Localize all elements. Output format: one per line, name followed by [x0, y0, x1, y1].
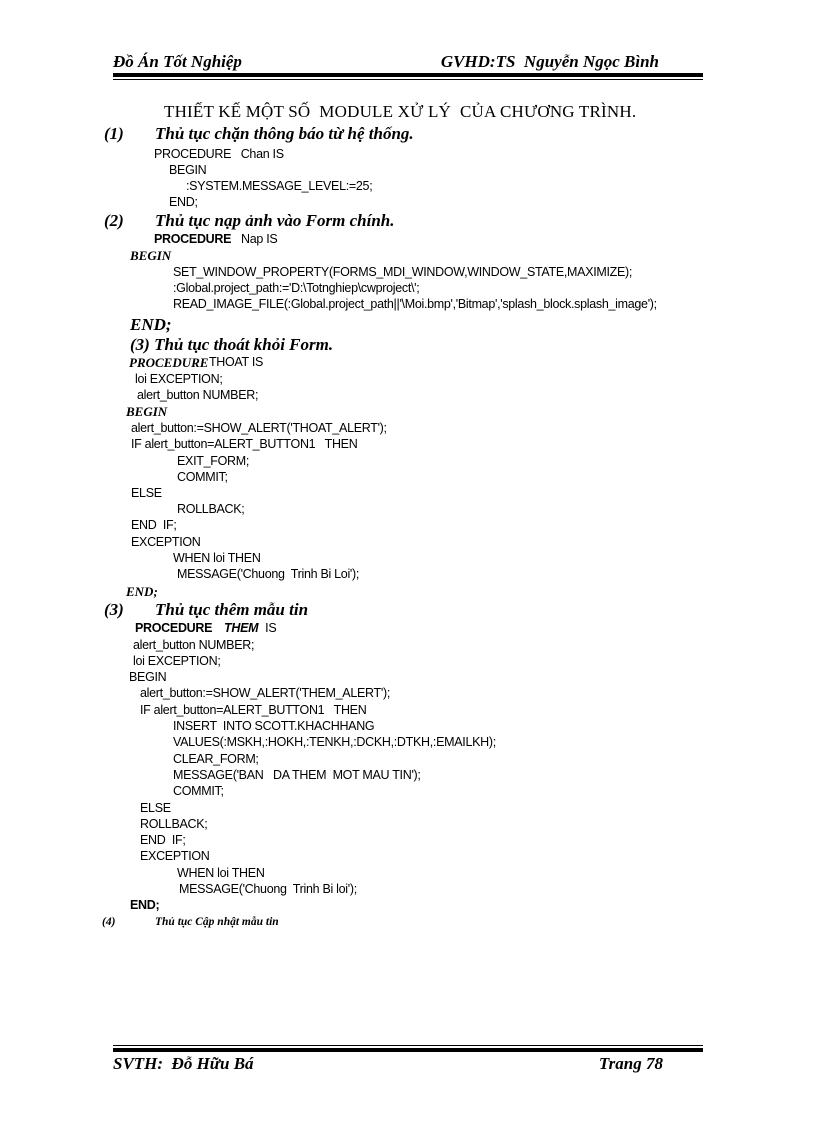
code-line: INSERT INTO SCOTT.KHACHHANG	[173, 719, 375, 733]
code-line: END IF;	[131, 518, 177, 532]
code-line: COMMIT;	[173, 784, 224, 798]
code-keyword: END;	[126, 584, 158, 599]
code-line: ROLLBACK;	[140, 817, 208, 831]
code-line: ROLLBACK;	[177, 502, 245, 516]
code-line: THOAT IS	[206, 355, 264, 369]
page-number: Trang 78	[598, 1054, 663, 1073]
code-line: MESSAGE('Chuong Trinh Bi loi');	[179, 882, 357, 896]
footer-rule-thin	[113, 1045, 703, 1046]
code-line: alert_button:=SHOW_ALERT('THEM_ALERT');	[140, 686, 390, 700]
code-line: BEGIN	[129, 670, 167, 684]
header-left: Đồ Án Tốt Nghiệp	[113, 52, 242, 71]
code-line: VALUES(:MSKH,:HOKH,:TENKH,:DCKH,:DTKH,:EMAILKH);	[173, 735, 496, 749]
code-line: MESSAGE('BAN DA THEM MOT MAU TIN');	[173, 768, 421, 782]
code-line: COMMIT;	[177, 470, 228, 484]
code-keyword: BEGIN	[126, 404, 168, 419]
header-rule-thick	[113, 73, 703, 77]
section-3-title: (3) Thủ tục thoát khỏi Form.	[130, 335, 334, 354]
code-line: :Global.project_path:='D:\Totnghiep\cwproject\';	[173, 281, 420, 295]
code-line: :SYSTEM.MESSAGE_LEVEL:=25;	[186, 179, 373, 193]
code-keyword: PROCEDURE	[135, 621, 213, 635]
code-keyword: BEGIN	[130, 248, 172, 263]
code-line: Nap IS	[241, 232, 278, 246]
code-line: EXCEPTION	[131, 535, 201, 549]
section-5-number: (4)	[102, 916, 116, 928]
code-line: WHEN loi THEN	[177, 866, 265, 880]
code-line: END;	[169, 195, 198, 209]
footer-left: SVTH: Đỗ Hữu Bá	[113, 1054, 254, 1073]
code-line: CLEAR_FORM;	[173, 752, 259, 766]
section-1-title: Thủ tục chặn thông báo từ hệ thống.	[155, 124, 414, 143]
page-title: THIẾT KẾ MỘT SỐ MODULE XỬ LÝ CỦA CHƯƠNG TRÌNH.	[164, 102, 637, 121]
code-line: EXCEPTION	[140, 849, 210, 863]
code-line: ELSE	[131, 486, 162, 500]
code-line: READ_IMAGE_FILE(:Global.project_path||'\Moi.bmp','Bitmap','splash_block.splash_image');	[173, 297, 657, 311]
section-1-number: (1)	[104, 124, 124, 143]
code-line: IS	[262, 621, 277, 635]
section-5-title: Thủ tục Cập nhật mẫu tin	[155, 916, 279, 928]
code-line: MESSAGE('Chuong Trinh Bi Loi');	[177, 567, 360, 581]
code-line: alert_button NUMBER;	[133, 638, 255, 652]
code-line: END IF;	[140, 833, 186, 847]
code-line: loi EXCEPTION;	[133, 654, 221, 668]
section-4-number: (3)	[104, 600, 124, 619]
code-line: loi EXCEPTION;	[135, 372, 223, 386]
section-2-number: (2)	[104, 211, 124, 230]
code-keyword: PROCEDURE	[154, 232, 232, 246]
code-line: EXIT_FORM;	[177, 454, 250, 468]
code-keyword: PROCEDURE	[129, 355, 209, 370]
footer-rule-thick	[113, 1048, 703, 1052]
code-line: PROCEDURE Chan IS	[154, 147, 284, 161]
code-keyword: END;	[130, 315, 172, 334]
code-keyword: END;	[130, 898, 160, 912]
section-2-title: Thủ tục nạp ảnh vào Form chính.	[155, 211, 395, 230]
code-line: alert_button:=SHOW_ALERT('THOAT_ALERT');	[131, 421, 387, 435]
section-4-title: Thủ tục thêm mẫu tin	[155, 600, 309, 619]
code-keyword: THEM	[224, 621, 259, 635]
code-line: WHEN loi THEN	[173, 551, 261, 565]
code-line: SET_WINDOW_PROPERTY(FORMS_MDI_WINDOW,WINDOW_STATE,MAXIMIZE);	[173, 265, 633, 279]
header-right: GVHD:TS Nguyễn Ngọc Bình	[440, 52, 659, 71]
code-line: ELSE	[140, 801, 171, 815]
code-line: IF alert_button=ALERT_BUTTON1 THEN	[140, 703, 367, 717]
header-rule-thin	[113, 79, 703, 80]
code-line: IF alert_button=ALERT_BUTTON1 THEN	[131, 437, 358, 451]
code-line: alert_button NUMBER;	[137, 388, 259, 402]
code-line: BEGIN	[169, 163, 207, 177]
